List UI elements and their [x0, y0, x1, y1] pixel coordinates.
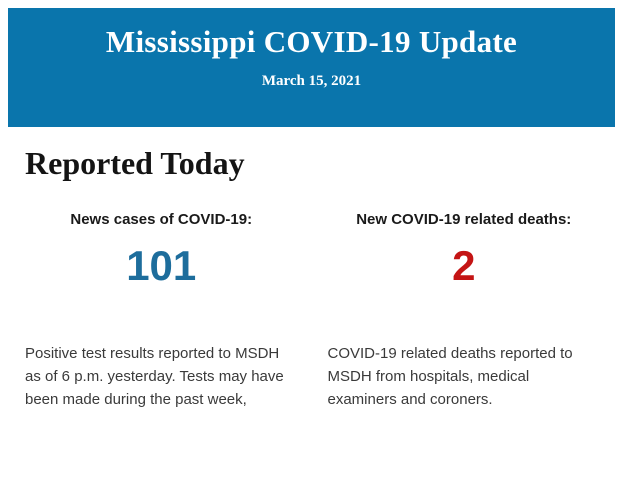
page-title: Mississippi COVID-19 Update [105, 24, 518, 59]
stat-new-cases [25, 211, 298, 411]
new-deaths-label: New COVID-19 related deaths: [356, 211, 572, 229]
new-deaths-value: 2 [452, 242, 476, 290]
new-cases-label: News cases of COVID-19: [70, 211, 253, 229]
stats-row [0, 211, 620, 411]
report-date: March 15, 2021 [261, 73, 362, 90]
page [0, 8, 620, 491]
section-heading: Reported Today [25, 145, 245, 181]
new-cases-description: Positive test results reported to MSDH as of 6 p.m. yesterday. Tests may have been made during the past week, [25, 345, 284, 409]
stat-new-deaths [328, 211, 601, 411]
new-cases-value: 101 [126, 242, 197, 290]
header-banner [8, 8, 615, 127]
new-deaths-description: COVID-19 related deaths reported to MSDH from hospitals, medical examiners and coroners. [327, 345, 573, 409]
